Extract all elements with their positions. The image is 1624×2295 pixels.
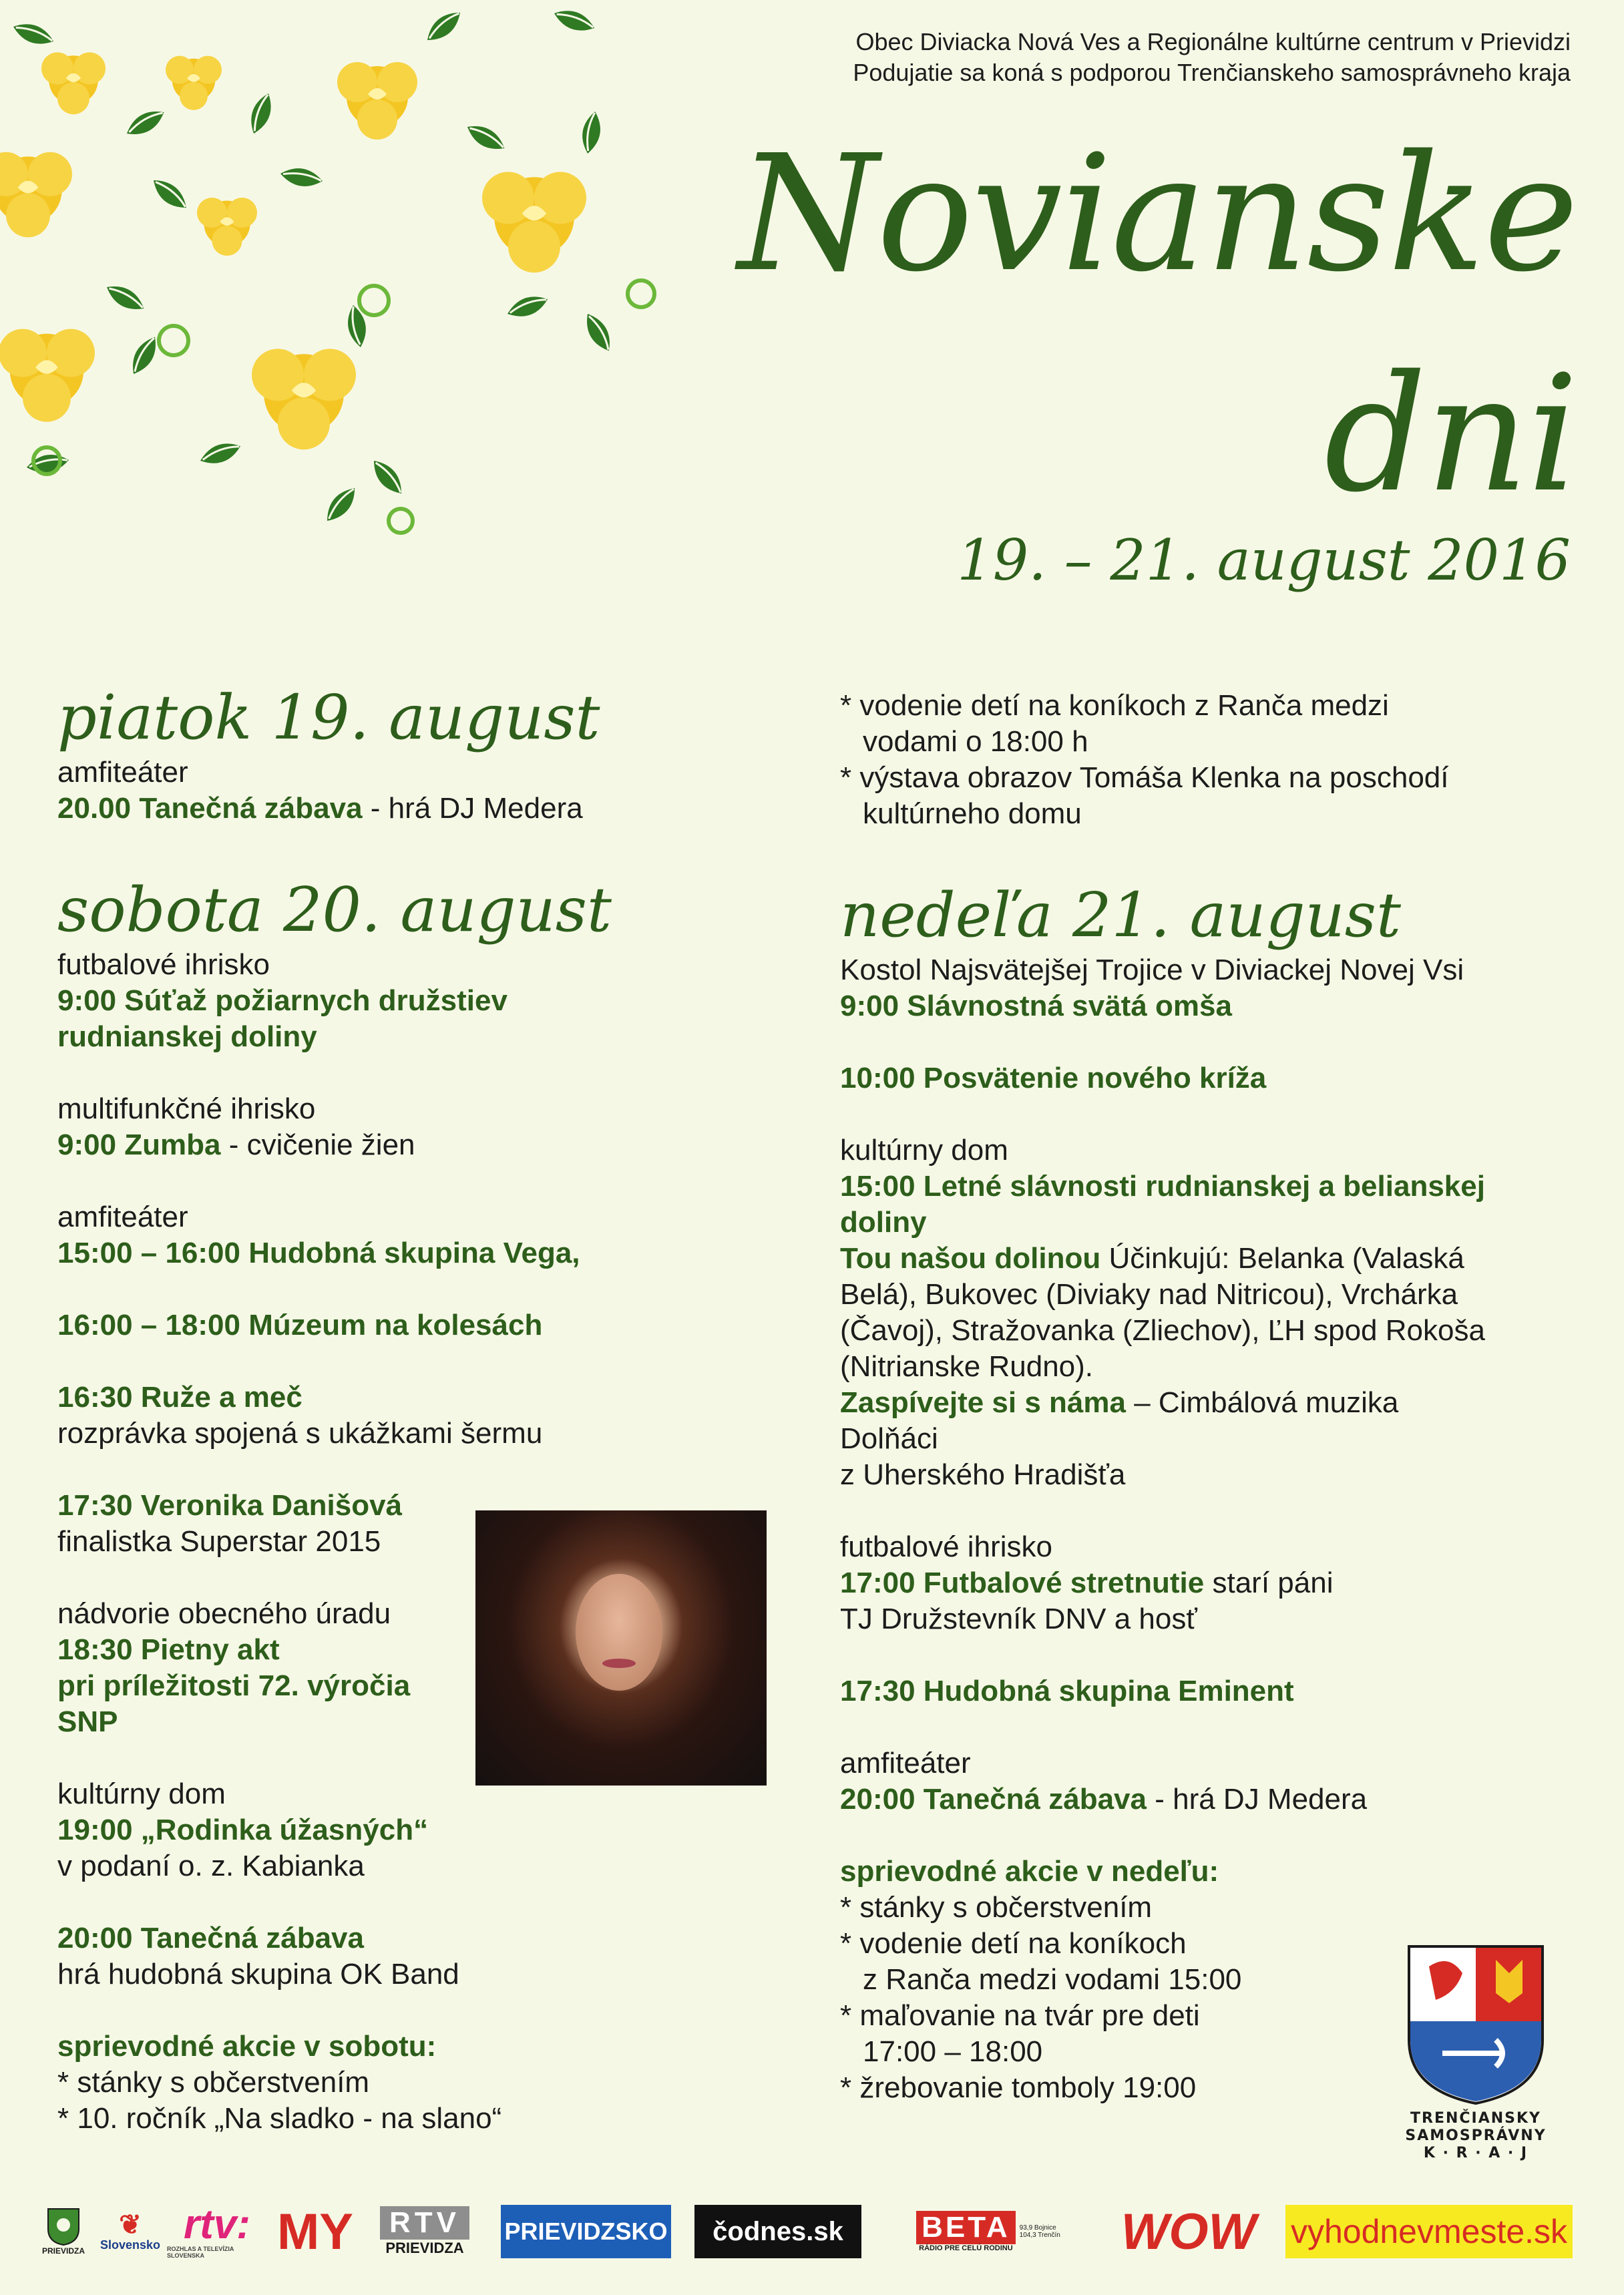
sunday-heading: nedeľa 21. august [840,879,1401,951]
event-title-line1: Novianske [737,120,1577,307]
radio-wow-logo: WOW [1121,2203,1257,2260]
singer-photo [475,1510,767,1786]
event-title-line2: dni [1324,341,1577,528]
sun-event-4-l4: (Nitrianske Rudno). [840,1350,1094,1383]
sun-event-1: 9:00 Slávnostná svätá omša [840,990,1232,1022]
radio-slovensko-logo: ❦ Slovensko [99,2210,161,2252]
sun-event-8: 20:00 Tanečná zábava - hrá DJ Medera [840,1783,1368,1816]
support-line: Podujatie sa koná s podporou Trenčianskeho samosprávneho kraja [853,59,1571,86]
singer-face [576,1574,662,1691]
sat-event-4: 16:00 – 18:00 Múzeum na kolesách [57,1309,543,1341]
my-logo: MY [277,2203,353,2260]
sat-event-5: 16:30 Ruže a meč [57,1381,302,1414]
friday-heading: piatok 19. august [57,682,600,753]
sun-side-4: * žrebovanie tomboly 19:00 [840,2071,1197,2104]
sat-side-1: * stánky s občerstvením [57,2066,370,2099]
left-column [57,681,792,2137]
sat-event-8: 19:00 „Rodinka úžasných“ [57,1814,429,1846]
crest-label-3: K · R · A · J [1423,2145,1529,2161]
sun-side-2a: * vodenie detí na koníkoch [840,1927,1187,1960]
prievidzsko-logo: PRIEVIDZSKO [501,2205,671,2258]
rtvs-logo: rtv: ROZHLAS A TELEVÍZIA SLOVENSKA [167,2202,250,2259]
slovensko-icon: ❦ [119,2210,142,2240]
codnes-logo: čodnes.sk [694,2205,861,2258]
crest-label-1: TRENČIANSKY [1410,2110,1541,2127]
sun-event-2: 10:00 Posvätenie nového kríža [840,1062,1267,1094]
friday-venue: amfiteáter [57,756,188,789]
sat-side-4b: kultúrneho domu [863,797,1082,830]
sat-side-3b: vodami o 18:00 h [863,725,1088,758]
sat-side-heading: sprievodné akcie v sobotu: [57,2030,437,2063]
sat-venue-1: futbalové ihrisko [57,948,270,981]
sat-event-1a: 9:00 Súťaž požiarnych družstiev [57,984,508,1017]
region-crest [1402,1940,1549,2162]
radio-beta-logo: BETA RÁDIO PRE CELÚ RODINU 93,9 Bojnice 104,3 Trenčín [915,2205,1062,2258]
organizer-line: Obec Diviacka Nová Ves a Regionálne kultúrne centrum v Prievidzi [855,28,1571,55]
friday-event: 20.00 Tanečná zábava - hrá DJ Medera [57,792,583,825]
sat-event-7c: SNP [57,1705,118,1738]
rtv-prievidza-logo: RTV PRIEVIDZA [371,2205,478,2258]
sun-event-4: Tou našou dolinou Účinkujú: Belanka (Valaská [840,1242,1464,1275]
sun-event-5: Zaspívejte si s náma – Cimbálová muzika [840,1386,1399,1419]
sat-side-2: * 10. ročník „Na sladko - na slano“ [57,2102,502,2135]
sun-event-4-l2: Belá), Bukovec (Diviaky nad Nitricou), Vrchárka [840,1278,1458,1311]
sun-side-heading: sprievodné akcie v nedeľu: [840,1855,1219,1888]
sun-side-3b: 17:00 – 18:00 [863,2035,1043,2068]
sat-side-3a: * vodenie detí na koníkoch z Ranča medzi [840,689,1389,722]
sat-event-3: 15:00 – 16:00 Hudobná skupina Vega, [57,1237,580,1269]
sun-event-6: 17:00 Futbalové stretnutie starí páni [840,1567,1334,1599]
sun-event-6-l2: TJ Družstevník DNV a hosť [840,1603,1197,1635]
sat-venue-3: amfiteáter [57,1201,188,1233]
sun-event-4-l3: (Čavoj), Stražovanka (Zliechov), ĽH spod Rokoša [840,1314,1485,1347]
sat-event-1b: rudnianskej doliny [57,1020,317,1053]
singer-lips [602,1659,636,1668]
sat-side-4a: * výstava obrazov Tomáša Klenka na poschodí [840,761,1449,794]
right-column [840,688,1575,2106]
sun-event-7: 17:30 Hudobná skupina Eminent [840,1675,1294,1707]
sun-side-1: * stánky s občerstvením [840,1891,1153,1924]
sun-venue-4: amfiteáter [840,1747,971,1780]
crest-label-2: SAMOSPRÁVNY [1405,2127,1547,2144]
sun-event-3b: doliny [840,1206,927,1239]
organizer-header [853,27,1571,88]
sponsor-logos [0,2190,1624,2270]
sat-venue-5: kultúrny dom [57,1778,226,1810]
sun-venue-3: futbalové ihrisko [840,1530,1052,1563]
saturday-heading: sobota 20. august [57,874,612,946]
sat-event-2: 9:00 Zumba - cvičenie žien [57,1128,415,1161]
sat-event-6-sub: finalistka Superstar 2015 [57,1525,381,1558]
sun-venue-2: kultúrny dom [840,1134,1008,1167]
sun-event-3a: 15:00 Letné slávnosti rudnianskej a belianskej [840,1170,1485,1203]
sat-event-8-sub: v podaní o. z. Kabianka [57,1850,365,1882]
sat-event-5-sub: rozprávka spojená s ukážkami šermu [57,1417,543,1450]
sat-event-7a: 18:30 Pietny akt [57,1633,280,1666]
sat-event-7b: pri príležitosti 72. výročia [57,1669,411,1702]
sun-side-3a: * maľovanie na tvár pre deti [840,1999,1200,2032]
prievidza-crest-icon [47,2208,80,2246]
sun-event-5-l2: Dolňáci [840,1422,938,1455]
prievidza-logo: PRIEVIDZA [37,2205,90,2258]
sat-event-6: 17:30 Veronika Danišová [57,1489,403,1522]
vyhodnevmeste-logo: vyhodnevmeste.sk [1285,2205,1573,2258]
sun-side-2b: z Ranča medzi vodami 15:00 [863,1963,1242,1996]
sat-venue-2: multifunkčné ihrisko [57,1092,316,1125]
floral-ornament [0,0,681,574]
sat-event-9: 20:00 Tanečná zábava [57,1922,364,1954]
crest-shield-icon [1402,1940,1549,2107]
sun-event-5-l3: z Uherského Hradišťa [840,1458,1126,1491]
sat-venue-4: nádvorie obecného úradu [57,1597,391,1630]
sat-event-9-sub: hrá hudobná skupina OK Band [57,1958,459,1991]
event-dates: 19. – 21. august 2016 [957,528,1571,593]
sun-venue-1: Kostol Najsvätejšej Trojice v Diviackej Novej Vsi [840,954,1464,986]
